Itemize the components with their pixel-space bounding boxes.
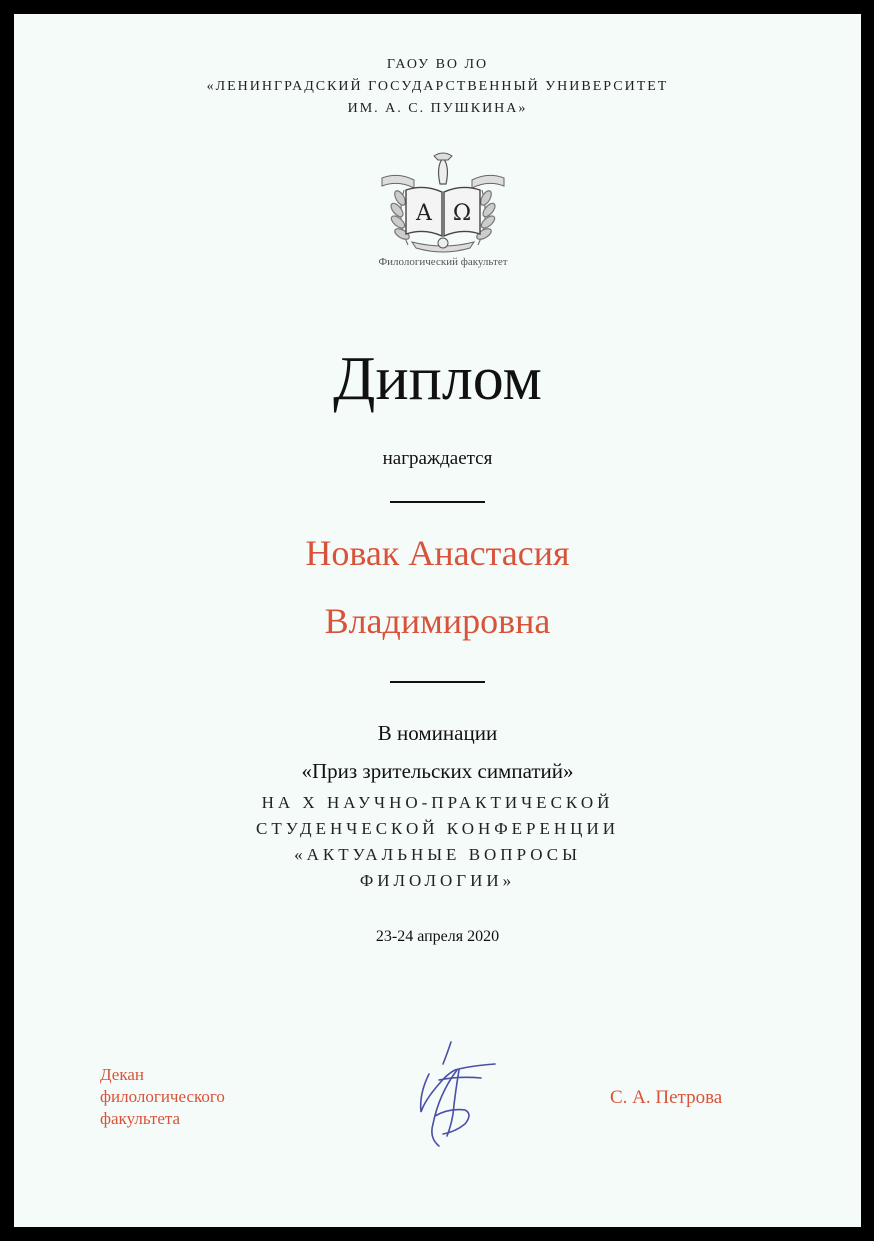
dean-position-line-3: факультета <box>100 1109 181 1128</box>
dean-position-line-1: Декан <box>100 1065 144 1084</box>
header-line-3: ИМ. А. С. ПУШКИНА» <box>347 101 528 116</box>
nomination-block <box>14 714 861 790</box>
conference-line-1: НА X НАУЧНО-ПРАКТИЧЕСКОЙ <box>261 793 614 812</box>
nomination-value: «Приз зрительских симпатий» <box>301 759 574 783</box>
event-date: 23-24 апреля 2020 <box>375 928 500 945</box>
dean-position-line-2: филологического <box>100 1087 225 1106</box>
conference-line-3: «АКТУАЛЬНЫЕ ВОПРОСЫ <box>294 845 581 864</box>
awarded-text: награждается <box>382 448 493 469</box>
conference-block <box>14 790 861 894</box>
emblem-icon <box>378 150 508 254</box>
signer-name: С. А. Петрова <box>610 1087 723 1108</box>
diploma-title: Диплом <box>333 345 542 413</box>
dean-position <box>100 1064 300 1130</box>
university-header <box>14 54 861 120</box>
divider-top <box>390 501 485 503</box>
header-line-2: «ЛЕНИНГРАДСКИЙ ГОСУДАРСТВЕННЫЙ УНИВЕРСИТЕТ <box>206 79 669 94</box>
conference-line-4: ФИЛОЛОГИИ» <box>359 871 516 890</box>
divider-bottom <box>390 681 485 683</box>
recipient-name-line-2: Владимировна <box>324 601 551 641</box>
conference-line-2: СТУДЕНЧЕСКОЙ КОНФЕРЕНЦИИ <box>255 819 620 838</box>
header-line-1: ГАОУ ВО ЛО <box>386 57 489 72</box>
svg-text:Ω: Ω <box>452 201 472 226</box>
recipient-name-line-1: Новак Анастасия <box>305 533 570 573</box>
emblem-caption: Филологический факультет <box>378 256 508 268</box>
diploma-page <box>14 14 861 1227</box>
handwritten-signature <box>399 1034 509 1149</box>
svg-text:Α: Α <box>416 201 432 226</box>
faculty-emblem <box>353 150 533 290</box>
nomination-label: В номинации <box>377 721 498 745</box>
